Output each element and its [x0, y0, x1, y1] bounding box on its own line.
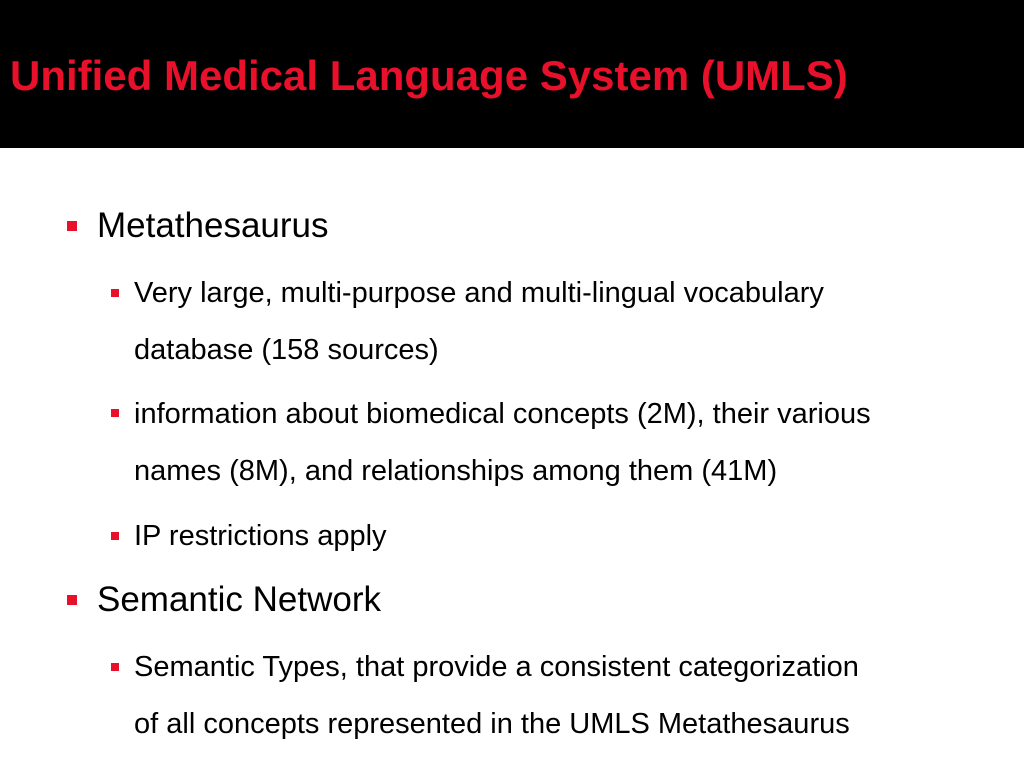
sub-bullet-line: Very large, multi-purpose and multi-lingual vocabulary [134, 277, 824, 309]
bullet-label: Metathesaurus [97, 206, 329, 245]
sub-bullet-line: information about biomedical concepts (2M), their various [134, 398, 871, 430]
slide-title: Unified Medical Language System (UMLS) [10, 52, 848, 99]
square-bullet-icon [67, 221, 77, 231]
bullet-label: Semantic Network [97, 580, 381, 619]
sub-bullet-line: database (158 sources) [134, 334, 439, 366]
square-bullet-icon [111, 289, 119, 297]
square-bullet-icon [111, 663, 119, 671]
sub-bullet-line: names (8M), and relationships among them (41M) [134, 455, 778, 487]
square-bullet-icon [111, 532, 119, 540]
square-bullet-icon [67, 595, 77, 605]
sub-bullet-line: IP restrictions apply [134, 520, 387, 552]
sub-bullet-line: Semantic Types, that provide a consistent categorization [134, 651, 859, 683]
square-bullet-icon [111, 409, 119, 417]
sub-bullet-line: of all concepts represented in the UMLS Metathesaurus [134, 708, 850, 740]
